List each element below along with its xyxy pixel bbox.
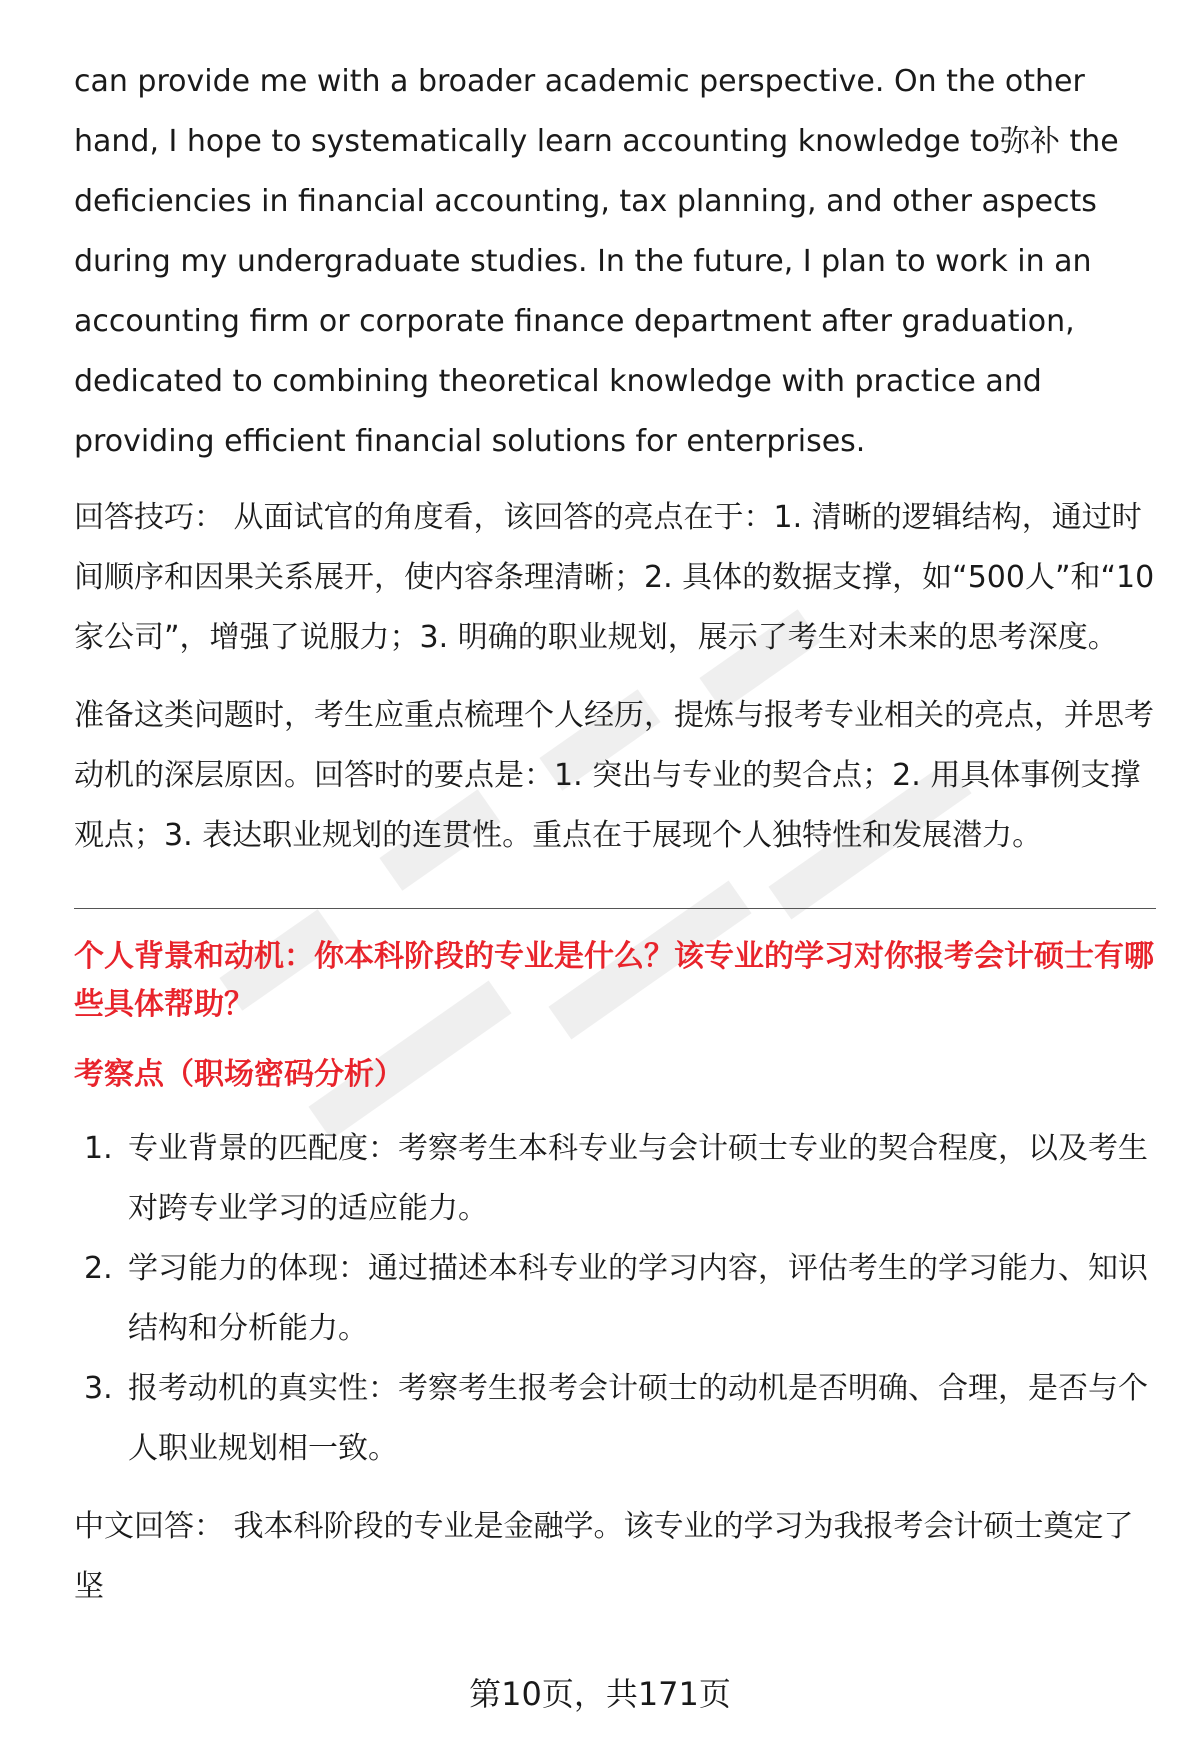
document-body (74, 52, 1156, 1617)
assessment-points-list (74, 1119, 1156, 1479)
list-item (74, 1359, 1156, 1479)
answer-tips-paragraph: 回答技巧： 从面试官的角度看，该回答的亮点在于：1. 清晰的逻辑结构，通过时间顺序和因果关系展开，使内容条理清晰；2. 具体的数据支撑，如“500人”和“10家公司”，增强了说服力；3. 明确的职业规划，展示了考生对未来的思考深度。 (74, 500, 1155, 655)
section-divider (74, 908, 1156, 909)
list-item-number: 1. (84, 1131, 113, 1166)
page-number-footer: 第10页，共171页 (469, 1675, 731, 1713)
english-answer-paragraph: can provide me with a broader academic perspective. On the other hand, I hope to systematically learn accounting knowledge to弥补 the deficiencies in financial accounting, tax planning, and other aspects during my undergraduate studies. In the future, I plan to work in an accounting firm or corporate finance department after graduation, dedicated to combining theoretical knowledge with practice and providing efficient financial solutions for enterprises. (74, 64, 1119, 459)
list-item-text: 专业背景的匹配度：考察考生本科专业与会计硕士专业的契合程度，以及考生对跨专业学习的适应能力。 (128, 1131, 1148, 1226)
assessment-points-heading: 考察点（职场密码分析） (74, 1057, 404, 1092)
list-item-number: 2. (84, 1251, 113, 1286)
list-item (74, 1119, 1156, 1239)
list-item-text: 学习能力的体现：通过描述本科专业的学习内容，评估考生的学习能力、知识结构和分析能力。 (128, 1251, 1148, 1346)
list-item (74, 1239, 1156, 1359)
chinese-answer-start: 中文回答： 我本科阶段的专业是金融学。该专业的学习为我报考会计硕士奠定了坚 (74, 1509, 1134, 1604)
list-item-text: 报考动机的真实性：考察考生报考会计硕士的动机是否明确、合理，是否与个人职业规划相一致。 (128, 1371, 1148, 1466)
preparation-advice-paragraph: 准备这类问题时，考生应重点梳理个人经历，提炼与报考专业相关的亮点，并思考动机的深层原因。回答时的要点是：1. 突出与专业的契合点；2. 用具体事例支撑观点；3. 表达职业规划的连贯性。重点在于展现个人独特性和发展潜力。 (74, 698, 1154, 853)
question-heading: 个人背景和动机：你本科阶段的专业是什么？该专业的学习对你报考会计硕士有哪些具体帮助？ (74, 939, 1154, 1022)
list-item-number: 3. (84, 1371, 113, 1406)
